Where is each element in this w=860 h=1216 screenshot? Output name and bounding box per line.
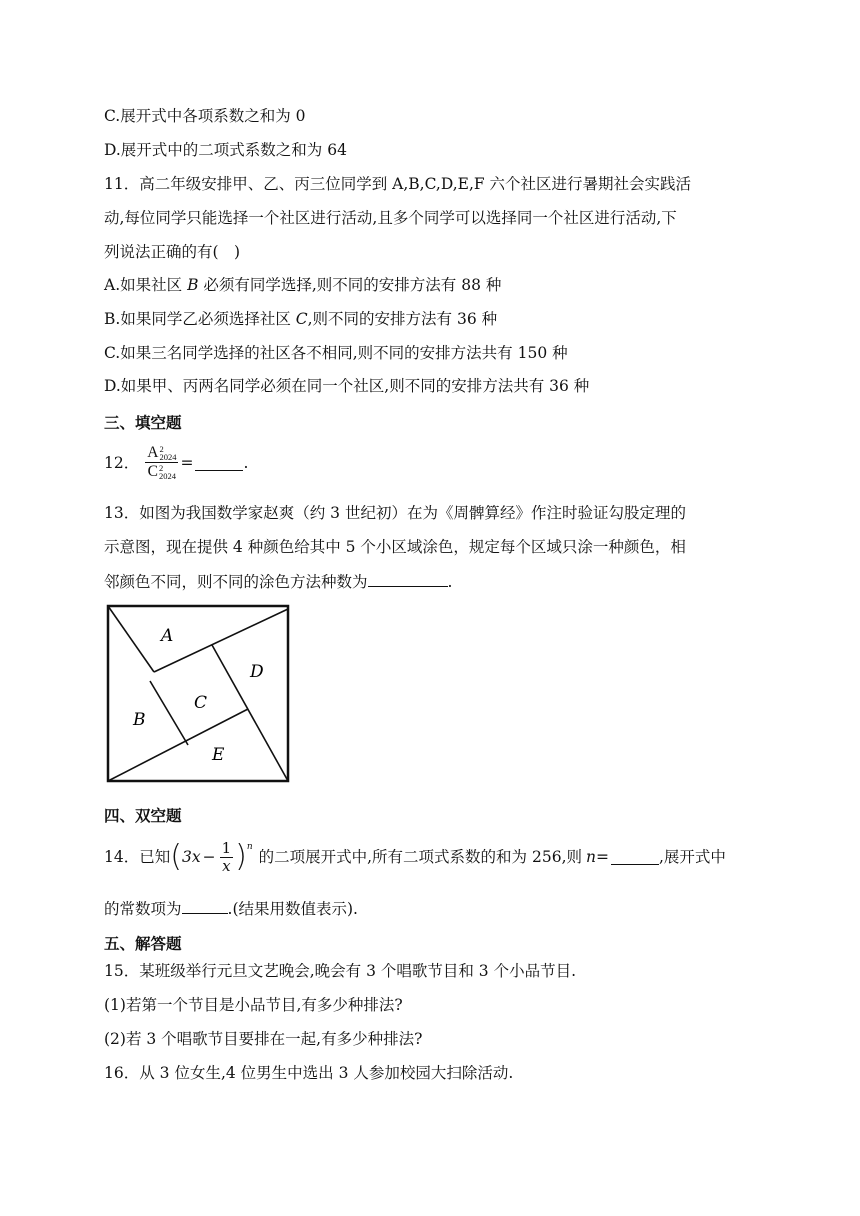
q15-line1: 15．某班级举行元旦文艺晚会,晚会有 3 个唱歌节目和 3 个小品节目. (104, 962, 577, 980)
q15-part2: (2)若 3 个唱歌节目要排在一起,有多少种排法? (104, 1030, 423, 1048)
region-label-a: A (161, 626, 174, 646)
q12-denominator-letter: C (147, 463, 158, 480)
q14-exponent: n (246, 842, 253, 852)
q14-pre: 14．已知 (104, 848, 171, 866)
section4-heading: 四、双空题 (104, 807, 182, 825)
q13-line3-text: 邻颜色不同，则不同的涂色方法种数为 (104, 573, 368, 591)
q12-num-sub: 2024 (159, 452, 177, 463)
section5-heading: 五、解答题 (104, 935, 182, 953)
region-label-d: D (250, 662, 264, 682)
q11-line3: 列说法正确的有( ) (104, 243, 241, 261)
diagram-line-d (108, 709, 248, 781)
q11-option-b-post: ,则不同的安排方法有 36 种 (307, 310, 498, 328)
q12-answer-blank[interactable] (195, 455, 243, 471)
q16-line1: 16．从 3 位女生,4 位男生中选出 3 人参加校园大扫除活动. (104, 1064, 514, 1082)
q12 (104, 444, 248, 481)
q11-option-a-pre: A.如果社区 (104, 276, 188, 294)
q14-minus: − (202, 848, 216, 866)
q11-option-a-var: B (187, 276, 199, 294)
q11-option-b-var: C (295, 310, 308, 328)
region-label-c: C (194, 693, 208, 713)
q12-tail: . (243, 453, 249, 472)
q15-part1: (1)若第一个节目是小品节目,有多少种排法? (104, 996, 403, 1014)
q13-answer-blank[interactable] (368, 571, 448, 587)
q13-line2: 示意图，现在提供 4 种颜色给其中 5 个小区域涂色，规定每个区域只涂一种颜色，相 (104, 538, 686, 556)
q12-fraction (145, 444, 178, 481)
q12-den-sub: 2024 (159, 471, 176, 482)
q14-right-paren: ) (235, 839, 247, 874)
q11-line1: 11．高二年级安排甲、乙、丙三位同学到 A,B,C,D,E,F 六个社区进行暑期社会实践活 (104, 175, 692, 193)
q11-line2: 动,每位同学只能选择一个社区进行活动,且多个同学可以选择同一个社区进行活动,下 (104, 209, 677, 227)
q13-line3 (104, 571, 452, 592)
q13-line1: 13．如图为我国数学家赵爽（约 3 世纪初）在为《周髀算经》作注时验证勾股定理的 (104, 504, 686, 522)
q14-n-var: n (586, 848, 596, 866)
q14-line2-post: .(结果用数值表示). (227, 900, 358, 918)
region-label-e: E (212, 745, 225, 765)
q14-left-paren: ( (170, 839, 182, 874)
q11-option-c: C.如果三名同学选择的社区各不相同,则不同的安排方法共有 150 种 (104, 344, 568, 362)
q11-option-b-pre: B.如果同学乙必须选择社区 (104, 310, 296, 328)
q14-line2-pre: 的常数项为 (104, 900, 182, 918)
q11-option-a (104, 275, 501, 295)
q11-option-d: D.如果甲、丙两名同学必须在同一个社区,则不同的安排方法共有 36 种 (104, 377, 590, 395)
q14-mid: 的二项展开式中,所有二项式系数的和为 256,则 (258, 848, 582, 866)
diagram-line-e (150, 681, 188, 745)
q14-post: ,展开式中 (658, 848, 726, 866)
q14-line2 (104, 898, 358, 919)
q14-line1 (104, 835, 726, 879)
q13-line3-tail: . (447, 573, 453, 591)
q12-equals: = (180, 453, 194, 472)
option-d-prev: D.展开式中的二项式系数之和为 64 (104, 141, 347, 159)
q14-frac-num: 1 (221, 838, 232, 857)
q12-num-sup: 2 (159, 444, 164, 455)
section3-heading: 三、填空题 (104, 414, 182, 432)
q14-answer-blank-1[interactable] (611, 849, 659, 865)
region-label-b: B (133, 710, 146, 730)
q14-fraction (220, 840, 234, 875)
q11-option-a-post: 必须有同学选择,则不同的安排方法有 88 种 (198, 276, 502, 294)
q14-3x: 3x (181, 848, 201, 866)
option-c-prev: C.展开式中各项系数之和为 0 (104, 107, 306, 125)
q14-frac-den: x (222, 856, 231, 875)
zhao-shuang-diagram (106, 604, 292, 786)
q12-den-sup: 2 (159, 463, 164, 474)
q12-number: 12． (104, 453, 140, 472)
q14-answer-blank-2[interactable] (182, 898, 228, 914)
q12-numerator-letter: A (147, 444, 159, 461)
q14-eq: = (595, 848, 609, 866)
q11-option-b (104, 309, 497, 329)
diagram-line-a (108, 606, 154, 672)
